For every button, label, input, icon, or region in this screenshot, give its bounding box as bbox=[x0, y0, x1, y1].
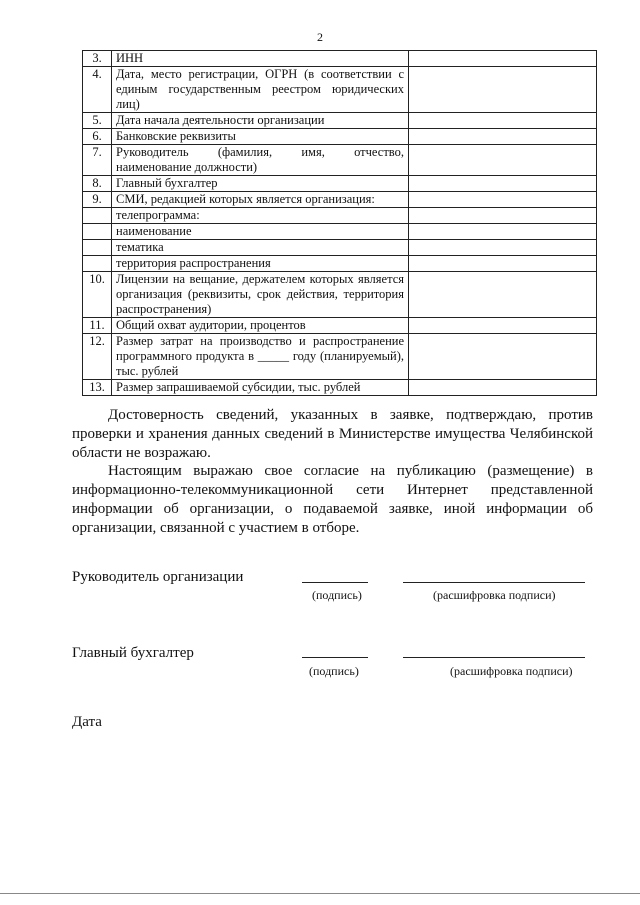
table-row bbox=[83, 129, 597, 145]
accountant-signature-line bbox=[302, 657, 368, 658]
head-signature-label: Руководитель организации bbox=[72, 569, 244, 585]
table-row bbox=[83, 256, 597, 272]
row-value-cell[interactable] bbox=[409, 51, 597, 67]
row-number: 8. bbox=[83, 176, 112, 192]
row-value-cell[interactable] bbox=[409, 129, 597, 145]
row-label: Дата, место регистрации, ОГРН (в соответствии с единым государственным реестром юридических лиц) bbox=[112, 67, 409, 113]
table-row bbox=[83, 192, 597, 208]
accountant-signature-caption: (подпись) bbox=[309, 664, 359, 678]
row-value-cell[interactable] bbox=[409, 208, 597, 224]
date-label: Дата bbox=[72, 714, 102, 730]
row-value-cell[interactable] bbox=[409, 334, 597, 380]
row-number: 13. bbox=[83, 380, 112, 396]
accountant-signature-label: Главный бухгалтер bbox=[72, 645, 194, 661]
row-value-cell[interactable] bbox=[409, 318, 597, 334]
row-label: Общий охват аудитории, процентов bbox=[112, 318, 409, 334]
row-value-cell[interactable] bbox=[409, 380, 597, 396]
head-signature-caption: (подпись) bbox=[312, 588, 362, 602]
head-signature-line bbox=[302, 582, 368, 583]
row-label: Размер запрашиваемой субсидии, тыс. рублей bbox=[112, 380, 409, 396]
row-label: наименование bbox=[112, 224, 409, 240]
row-number: 5. bbox=[83, 113, 112, 129]
row-value-cell[interactable] bbox=[409, 240, 597, 256]
consent-paragraph: Настоящим выражаю свое согласие на публикацию (размещение) в информационно-телекоммуникационной сети Интернет представленной информации об организации, о подаваемой заявке, иной информации об организации, связанной с участием в отборе. bbox=[72, 463, 593, 536]
row-number: 11. bbox=[83, 318, 112, 334]
row-number bbox=[83, 240, 112, 256]
row-number bbox=[83, 224, 112, 240]
table-row bbox=[83, 113, 597, 129]
table-row bbox=[83, 67, 597, 113]
row-label: Главный бухгалтер bbox=[112, 176, 409, 192]
row-number: 6. bbox=[83, 129, 112, 145]
table-row bbox=[83, 334, 597, 380]
table-row bbox=[83, 272, 597, 318]
row-number: 9. bbox=[83, 192, 112, 208]
row-label: ИНН bbox=[112, 51, 409, 67]
row-value-cell[interactable] bbox=[409, 67, 597, 113]
row-value-cell[interactable] bbox=[409, 113, 597, 129]
table-row bbox=[83, 240, 597, 256]
row-label: телепрограмма: bbox=[112, 208, 409, 224]
row-label: Банковские реквизиты bbox=[112, 129, 409, 145]
row-label: тематика bbox=[112, 240, 409, 256]
row-value-cell[interactable] bbox=[409, 224, 597, 240]
row-number: 4. bbox=[83, 67, 112, 113]
row-label: Дата начала деятельности организации bbox=[112, 113, 409, 129]
confirmation-paragraph: Достоверность сведений, указанных в заявке, подтверждаю, против проверки и хранения данных сведений в Министерстве имущества Челябинской области не возражаю. bbox=[72, 407, 593, 461]
row-value-cell[interactable] bbox=[409, 272, 597, 318]
accountant-name-caption: (расшифровка подписи) bbox=[450, 664, 573, 678]
application-form-table bbox=[82, 50, 597, 396]
head-name-line bbox=[403, 582, 585, 583]
row-number: 10. bbox=[83, 272, 112, 318]
table-row bbox=[83, 318, 597, 334]
table-row bbox=[83, 145, 597, 176]
accountant-name-line bbox=[403, 657, 585, 658]
head-name-caption: (расшифровка подписи) bbox=[433, 588, 556, 602]
footer-divider bbox=[0, 893, 640, 894]
table-row bbox=[83, 208, 597, 224]
row-value-cell[interactable] bbox=[409, 256, 597, 272]
row-value-cell[interactable] bbox=[409, 192, 597, 208]
page-number: 2 bbox=[317, 30, 323, 44]
row-number: 3. bbox=[83, 51, 112, 67]
row-number bbox=[83, 208, 112, 224]
row-label: Размер затрат на производство и распространение программного продукта в _____ году (планируемый), тыс. рублей bbox=[112, 334, 409, 380]
row-label: Лицензии на вещание, держателем которых является организация (реквизиты, срок действия, территория распространения) bbox=[112, 272, 409, 318]
table-row bbox=[83, 176, 597, 192]
row-value-cell[interactable] bbox=[409, 145, 597, 176]
row-number: 12. bbox=[83, 334, 112, 380]
row-label: СМИ, редакцией которых является организация: bbox=[112, 192, 409, 208]
table-row bbox=[83, 380, 597, 396]
row-number: 7. bbox=[83, 145, 112, 176]
row-label: Руководитель (фамилия, имя, отчество, наименование должности) bbox=[112, 145, 409, 176]
table-row bbox=[83, 51, 597, 67]
row-number bbox=[83, 256, 112, 272]
row-value-cell[interactable] bbox=[409, 176, 597, 192]
table-row bbox=[83, 224, 597, 240]
row-label: территория распространения bbox=[112, 256, 409, 272]
